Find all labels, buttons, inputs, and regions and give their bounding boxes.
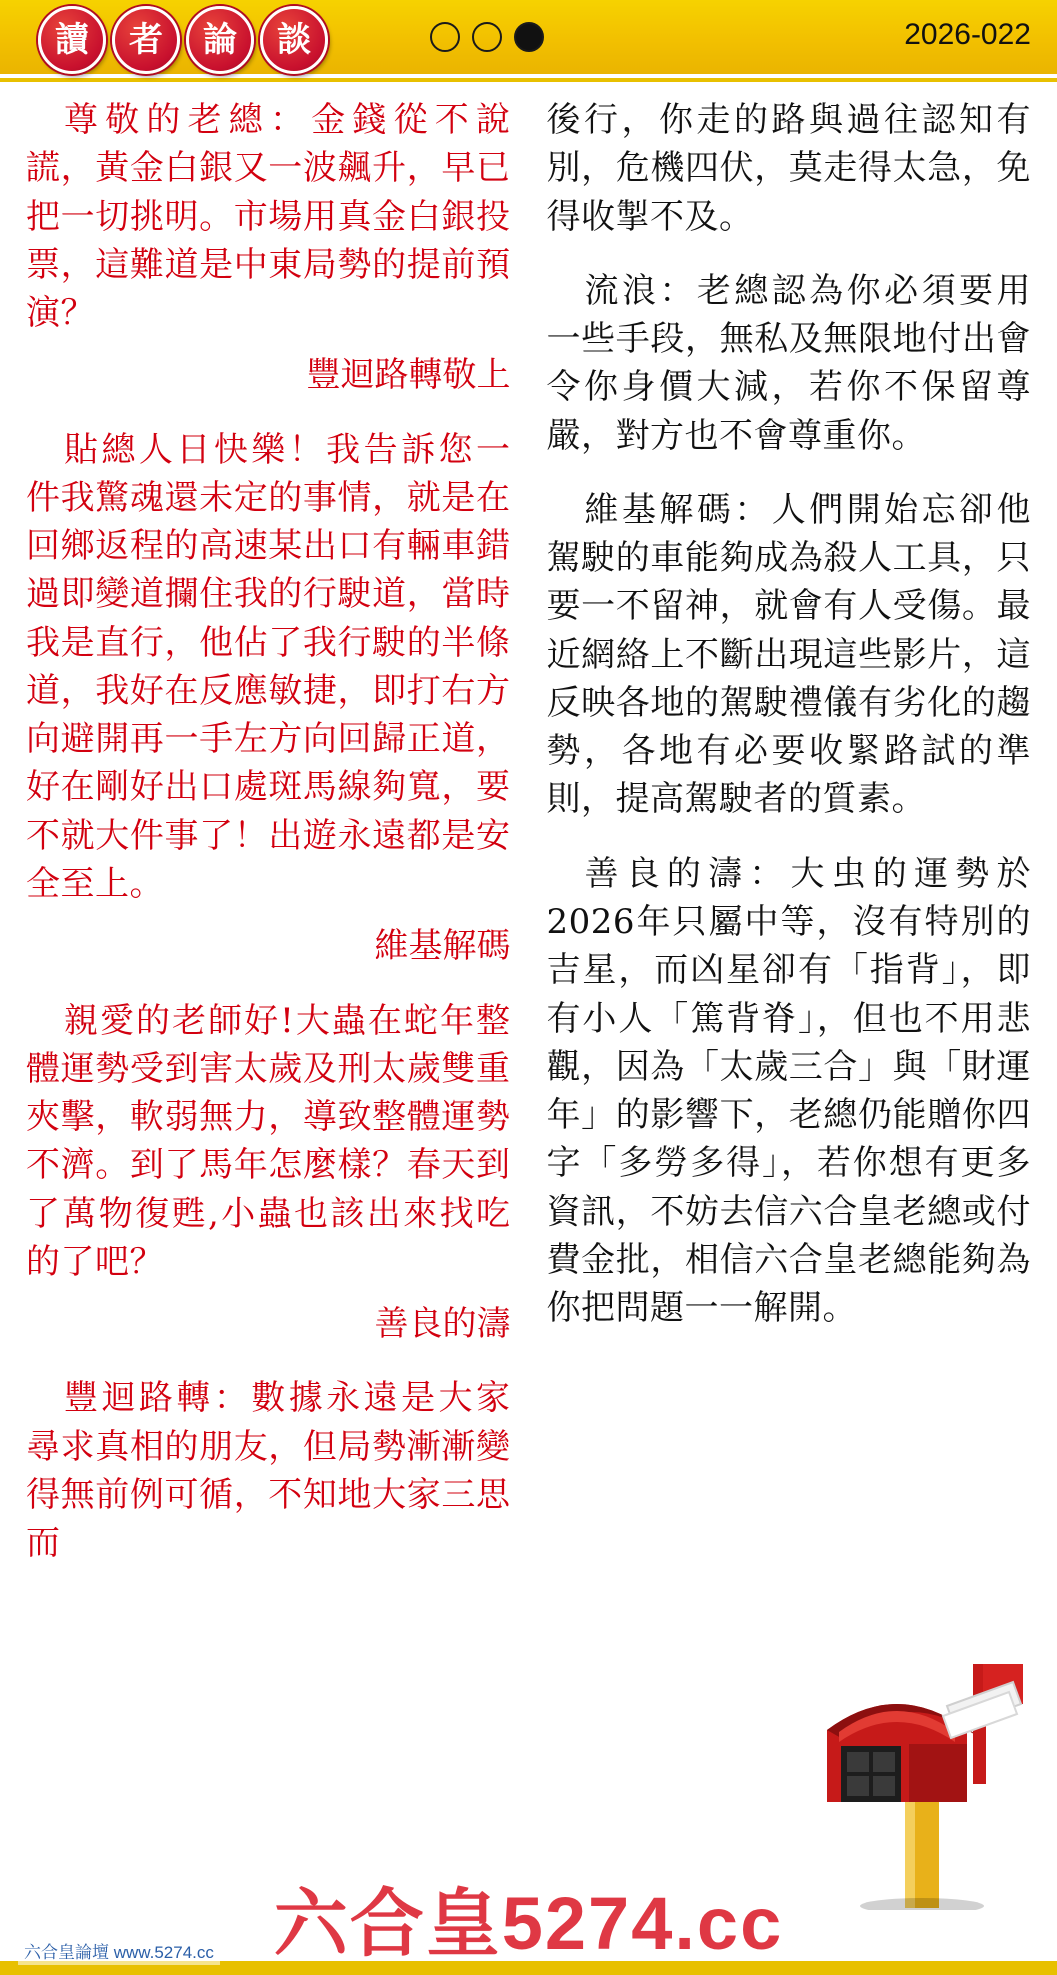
site-watermark: 六合皇5274.cc	[273, 1882, 784, 1965]
article-body	[0, 82, 1057, 1962]
letter-1-signature: 豐迴路轉敬上	[306, 355, 511, 396]
page-dot-2	[472, 22, 502, 52]
reply-4-text: 善良的濤：大虫的運勢於2026年只屬中等，沒有特別的吉星，而凶星卻有「指背」，即有小人「篤背脊」，但也不用悲觀，因為「太歲三合」與「財運年」的影響下，老總仍能贈你四字「多勞多得」，若你想有更多資訊，不妨去信六合皇老總或付費金批，相信六合皇老總能夠為你把問題一一解開。	[546, 853, 1031, 1329]
page-indicator-dots	[430, 22, 544, 52]
issue-number: 2026-022	[904, 18, 1031, 51]
page-header	[0, 0, 1057, 82]
letter-2-text: 貼總人日快樂！我告訴您一件我驚魂還未定的事情，就是在回鄉返程的高速某出口有輛車錯過即變道攔住我的行駛道，當時我是直行，他佔了我行駛的半條道，我好在反應敏捷，即打右方向避開再一手左方向回歸正道，好在剛好出口處斑馬線夠寬，要不就大件事了！出遊永遠都是安全至上。	[26, 429, 511, 904]
logo-char-4: 談	[260, 6, 328, 74]
letter-1-text: 尊敬的老總：金錢從不說謊，黃金白銀又一波飆升，早已把一切挑明。市場用真金白銀投票，這難道是中東局勢的提前預演？	[26, 100, 511, 334]
logo-char-2: 者	[112, 6, 180, 74]
publication-logo	[38, 6, 328, 74]
page-dot-3	[514, 22, 544, 52]
reply-2-text: 流浪：老總認為你必須要用一些手段，無私及無限地付出會令你身價大減，若你不保留尊嚴，對方也不會尊重你。	[546, 270, 1031, 456]
reply-1-start-text: 豐迴路轉：數據永遠是大家尋求真相的朋友，但局勢漸漸變得無前例可循，不知地大家三思而	[26, 1378, 511, 1564]
reply-1-cont-text: 後行，你走的路與過往認知有別，危機四伏，莫走得太急，免得收掣不及。	[546, 100, 1031, 237]
page-dot-1	[430, 22, 460, 52]
column-left	[26, 96, 529, 1962]
letter-3-text: 親愛的老師好!大蟲在蛇年整體運勢受到害太歲及刑太歲雙重夾擊，軟弱無力，導致整體運勢不濟。到了馬年怎麼樣？春天到了萬物復甦,小蟲也該出來找吃的了吧？	[26, 1000, 511, 1282]
column-right	[529, 96, 1032, 1962]
site-watermark-sub: 六合皇論壇 www.5274.cc	[18, 1936, 220, 1965]
logo-char-1: 讀	[38, 6, 106, 74]
letter-2-signature: 維基解碼	[374, 926, 511, 967]
logo-char-3: 論	[186, 6, 254, 74]
reply-3-text: 維基解碼：人們開始忘卻他駕駛的車能夠成為殺人工具，只要一不留神，就會有人受傷。最近網絡上不斷出現這些影片，這反映各地的駕駛禮儀有劣化的趨勢，各地有必要收緊路試的準則，提高駕駛者的質素。	[546, 489, 1031, 820]
letter-3-signature: 善良的濤	[374, 1304, 511, 1345]
